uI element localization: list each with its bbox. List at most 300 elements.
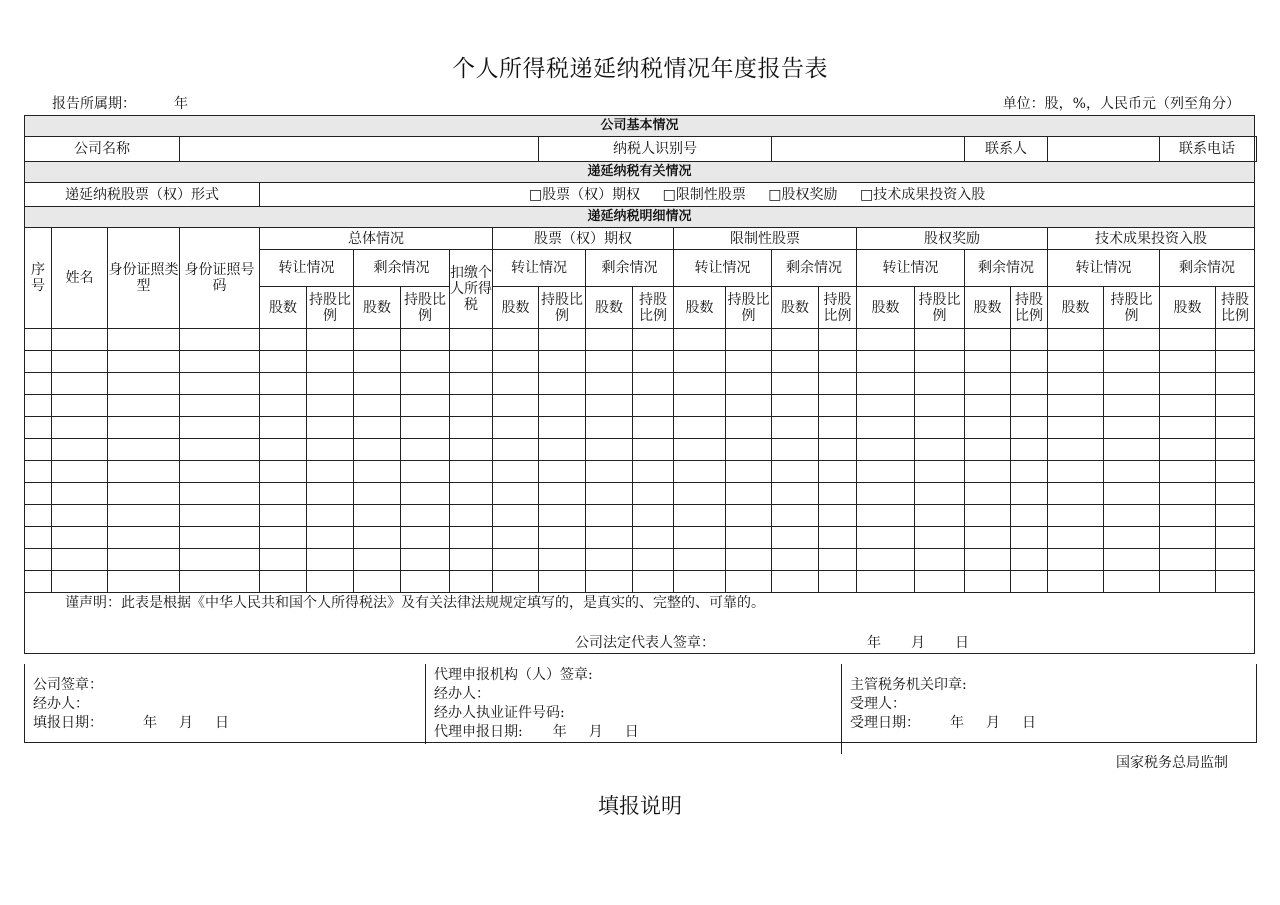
table-cell[interactable]	[819, 571, 857, 593]
table-cell[interactable]	[1216, 549, 1255, 571]
table-cell[interactable]	[1104, 549, 1160, 571]
table-cell[interactable]	[52, 483, 108, 505]
table-cell[interactable]	[1048, 549, 1104, 571]
table-cell[interactable]	[1011, 505, 1048, 527]
table-cell[interactable]	[307, 483, 354, 505]
table-cell[interactable]	[401, 483, 450, 505]
fill-date[interactable]	[33, 714, 229, 733]
table-cell[interactable]	[1048, 483, 1104, 505]
table-cell[interactable]	[965, 395, 1011, 417]
table-cell[interactable]	[586, 373, 633, 395]
table-cell[interactable]	[493, 483, 539, 505]
table-cell[interactable]	[450, 329, 493, 351]
legal-rep-sign[interactable]	[575, 635, 969, 651]
table-cell[interactable]	[586, 461, 633, 483]
table-cell[interactable]	[1216, 483, 1255, 505]
table-cell[interactable]	[1160, 395, 1216, 417]
table-cell[interactable]	[819, 505, 857, 527]
table-cell[interactable]	[307, 329, 354, 351]
table-cell[interactable]	[965, 329, 1011, 351]
table-cell[interactable]	[1160, 527, 1216, 549]
table-cell[interactable]	[354, 505, 401, 527]
table-cell[interactable]	[726, 373, 772, 395]
table-cell[interactable]	[674, 571, 726, 593]
table-cell[interactable]	[857, 505, 915, 527]
table-cell[interactable]	[674, 461, 726, 483]
table-cell[interactable]	[586, 505, 633, 527]
table-cell[interactable]	[633, 549, 674, 571]
table-cell[interactable]	[450, 527, 493, 549]
table-cell[interactable]	[1048, 527, 1104, 549]
table-cell[interactable]	[1011, 527, 1048, 549]
table-cell[interactable]	[180, 417, 260, 439]
table-cell[interactable]	[915, 549, 965, 571]
table-cell[interactable]	[633, 505, 674, 527]
table-cell[interactable]	[52, 439, 108, 461]
table-cell[interactable]	[52, 395, 108, 417]
table-cell[interactable]	[674, 351, 726, 373]
table-cell[interactable]	[401, 373, 450, 395]
table-cell[interactable]	[354, 373, 401, 395]
table-cell[interactable]	[25, 461, 52, 483]
table-cell[interactable]	[539, 351, 586, 373]
table-cell[interactable]	[52, 571, 108, 593]
table-cell[interactable]	[1104, 505, 1160, 527]
table-cell[interactable]	[108, 329, 180, 351]
table-cell[interactable]	[1216, 395, 1255, 417]
mode-option-options[interactable]: □股票（权）期权	[528, 186, 641, 203]
receiver-label[interactable]: 受理人：	[850, 696, 906, 712]
table-cell[interactable]	[25, 527, 52, 549]
table-cell[interactable]	[857, 483, 915, 505]
table-cell[interactable]	[1216, 351, 1255, 373]
company-seal-label[interactable]: 公司签章：	[33, 677, 103, 693]
table-cell[interactable]	[450, 439, 493, 461]
table-cell[interactable]	[401, 351, 450, 373]
table-cell[interactable]	[1216, 373, 1255, 395]
agency-date[interactable]	[434, 723, 849, 742]
table-cell[interactable]	[307, 439, 354, 461]
table-cell[interactable]	[25, 395, 52, 417]
table-cell[interactable]	[1011, 329, 1048, 351]
table-cell[interactable]	[586, 351, 633, 373]
table-cell[interactable]	[354, 439, 401, 461]
table-cell[interactable]	[1160, 571, 1216, 593]
table-cell[interactable]	[633, 527, 674, 549]
table-cell[interactable]	[539, 373, 586, 395]
table-cell[interactable]	[965, 549, 1011, 571]
table-cell[interactable]	[965, 439, 1011, 461]
table-cell[interactable]	[539, 439, 586, 461]
table-cell[interactable]	[586, 395, 633, 417]
table-cell[interactable]	[354, 483, 401, 505]
table-cell[interactable]	[401, 461, 450, 483]
table-cell[interactable]	[1160, 351, 1216, 373]
table-cell[interactable]	[819, 373, 857, 395]
table-cell[interactable]	[915, 351, 965, 373]
table-cell[interactable]	[1104, 439, 1160, 461]
table-cell[interactable]	[726, 549, 772, 571]
table-cell[interactable]	[180, 461, 260, 483]
table-cell[interactable]	[915, 417, 965, 439]
table-cell[interactable]	[108, 505, 180, 527]
table-cell[interactable]	[965, 417, 1011, 439]
agency-handler-label[interactable]: 经办人：	[434, 686, 490, 702]
table-cell[interactable]	[857, 571, 915, 593]
table-cell[interactable]	[586, 417, 633, 439]
table-cell[interactable]	[1011, 461, 1048, 483]
table-cell[interactable]	[260, 505, 307, 527]
table-cell[interactable]	[401, 549, 450, 571]
table-cell[interactable]	[539, 549, 586, 571]
table-cell[interactable]	[354, 395, 401, 417]
table-cell[interactable]	[1048, 461, 1104, 483]
table-cell[interactable]	[25, 417, 52, 439]
table-cell[interactable]	[965, 461, 1011, 483]
table-cell[interactable]	[1216, 505, 1255, 527]
table-cell[interactable]	[965, 351, 1011, 373]
company-handler-label[interactable]: 经办人：	[33, 696, 89, 712]
table-cell[interactable]	[25, 351, 52, 373]
mode-option-tech[interactable]: □技术成果投资入股	[859, 186, 986, 203]
table-cell[interactable]	[450, 505, 493, 527]
table-cell[interactable]	[674, 417, 726, 439]
table-cell[interactable]	[307, 461, 354, 483]
table-cell[interactable]	[108, 417, 180, 439]
table-cell[interactable]	[726, 483, 772, 505]
table-cell[interactable]	[633, 571, 674, 593]
table-cell[interactable]	[1011, 549, 1048, 571]
table-cell[interactable]	[1160, 505, 1216, 527]
table-cell[interactable]	[25, 329, 52, 351]
table-cell[interactable]	[25, 549, 52, 571]
table-cell[interactable]	[1216, 461, 1255, 483]
table-cell[interactable]	[260, 351, 307, 373]
table-cell[interactable]	[260, 549, 307, 571]
table-cell[interactable]	[965, 373, 1011, 395]
table-cell[interactable]	[108, 527, 180, 549]
table-cell[interactable]	[25, 571, 52, 593]
table-cell[interactable]	[915, 373, 965, 395]
table-cell[interactable]	[819, 439, 857, 461]
table-cell[interactable]	[493, 439, 539, 461]
table-cell[interactable]	[108, 395, 180, 417]
table-cell[interactable]	[1216, 571, 1255, 593]
table-cell[interactable]	[493, 527, 539, 549]
table-cell[interactable]	[108, 461, 180, 483]
table-cell[interactable]	[857, 417, 915, 439]
table-cell[interactable]	[1104, 351, 1160, 373]
contact-field[interactable]	[1048, 137, 1160, 162]
table-cell[interactable]	[52, 417, 108, 439]
table-cell[interactable]	[857, 351, 915, 373]
table-cell[interactable]	[965, 527, 1011, 549]
table-cell[interactable]	[1160, 461, 1216, 483]
table-cell[interactable]	[1160, 329, 1216, 351]
table-cell[interactable]	[915, 527, 965, 549]
table-cell[interactable]	[1216, 527, 1255, 549]
table-cell[interactable]	[354, 571, 401, 593]
table-cell[interactable]	[586, 439, 633, 461]
table-cell[interactable]	[493, 461, 539, 483]
table-cell[interactable]	[307, 395, 354, 417]
table-cell[interactable]	[25, 505, 52, 527]
table-cell[interactable]	[450, 549, 493, 571]
table-cell[interactable]	[772, 483, 819, 505]
table-cell[interactable]	[354, 549, 401, 571]
table-cell[interactable]	[586, 549, 633, 571]
mode-option-award[interactable]: □股权奖励	[768, 186, 838, 203]
table-cell[interactable]	[1048, 439, 1104, 461]
table-cell[interactable]	[674, 373, 726, 395]
table-cell[interactable]	[493, 329, 539, 351]
table-cell[interactable]	[307, 373, 354, 395]
table-cell[interactable]	[772, 417, 819, 439]
table-cell[interactable]	[401, 439, 450, 461]
table-cell[interactable]	[586, 571, 633, 593]
table-cell[interactable]	[52, 373, 108, 395]
table-cell[interactable]	[1104, 417, 1160, 439]
table-cell[interactable]	[915, 483, 965, 505]
table-cell[interactable]	[307, 571, 354, 593]
table-cell[interactable]	[52, 329, 108, 351]
table-cell[interactable]	[180, 351, 260, 373]
table-cell[interactable]	[915, 461, 965, 483]
table-cell[interactable]	[633, 329, 674, 351]
table-cell[interactable]	[1160, 549, 1216, 571]
table-cell[interactable]	[260, 329, 307, 351]
table-cell[interactable]	[1104, 329, 1160, 351]
table-cell[interactable]	[354, 417, 401, 439]
table-cell[interactable]	[857, 461, 915, 483]
table-cell[interactable]	[539, 483, 586, 505]
table-cell[interactable]	[180, 549, 260, 571]
table-cell[interactable]	[674, 329, 726, 351]
table-cell[interactable]	[260, 527, 307, 549]
table-cell[interactable]	[1104, 571, 1160, 593]
table-cell[interactable]	[450, 461, 493, 483]
table-cell[interactable]	[586, 329, 633, 351]
table-cell[interactable]	[674, 395, 726, 417]
table-cell[interactable]	[108, 571, 180, 593]
table-cell[interactable]	[260, 483, 307, 505]
table-cell[interactable]	[260, 461, 307, 483]
company-name-field[interactable]	[180, 137, 539, 162]
table-cell[interactable]	[539, 505, 586, 527]
table-cell[interactable]	[726, 395, 772, 417]
table-cell[interactable]	[52, 527, 108, 549]
table-cell[interactable]	[674, 549, 726, 571]
table-cell[interactable]	[493, 417, 539, 439]
table-cell[interactable]	[450, 417, 493, 439]
table-cell[interactable]	[354, 351, 401, 373]
table-cell[interactable]	[633, 483, 674, 505]
table-cell[interactable]	[674, 527, 726, 549]
table-cell[interactable]	[1104, 373, 1160, 395]
table-cell[interactable]	[772, 439, 819, 461]
table-cell[interactable]	[180, 329, 260, 351]
table-cell[interactable]	[1160, 483, 1216, 505]
table-cell[interactable]	[726, 417, 772, 439]
table-cell[interactable]	[1160, 417, 1216, 439]
table-cell[interactable]	[772, 549, 819, 571]
table-cell[interactable]	[260, 373, 307, 395]
table-cell[interactable]	[633, 439, 674, 461]
table-cell[interactable]	[401, 417, 450, 439]
table-cell[interactable]	[1104, 461, 1160, 483]
table-cell[interactable]	[354, 461, 401, 483]
table-cell[interactable]	[819, 549, 857, 571]
table-cell[interactable]	[260, 439, 307, 461]
table-cell[interactable]	[1048, 571, 1104, 593]
table-cell[interactable]	[633, 351, 674, 373]
table-cell[interactable]	[1048, 395, 1104, 417]
table-cell[interactable]	[772, 527, 819, 549]
table-cell[interactable]	[819, 483, 857, 505]
table-cell[interactable]	[819, 461, 857, 483]
table-cell[interactable]	[857, 527, 915, 549]
table-cell[interactable]	[965, 483, 1011, 505]
table-cell[interactable]	[307, 417, 354, 439]
table-cell[interactable]	[772, 395, 819, 417]
table-cell[interactable]	[674, 439, 726, 461]
taxpayer-id-field[interactable]	[772, 137, 965, 162]
table-cell[interactable]	[1011, 351, 1048, 373]
table-cell[interactable]	[401, 527, 450, 549]
table-cell[interactable]	[1048, 505, 1104, 527]
table-cell[interactable]	[819, 527, 857, 549]
table-cell[interactable]	[539, 417, 586, 439]
table-cell[interactable]	[493, 549, 539, 571]
table-cell[interactable]	[726, 527, 772, 549]
table-cell[interactable]	[633, 461, 674, 483]
table-cell[interactable]	[307, 527, 354, 549]
table-cell[interactable]	[915, 439, 965, 461]
table-cell[interactable]	[25, 373, 52, 395]
table-cell[interactable]	[450, 571, 493, 593]
table-cell[interactable]	[307, 351, 354, 373]
table-cell[interactable]	[1011, 395, 1048, 417]
table-cell[interactable]	[915, 571, 965, 593]
table-cell[interactable]	[539, 395, 586, 417]
table-cell[interactable]	[450, 373, 493, 395]
table-cell[interactable]	[1011, 483, 1048, 505]
table-cell[interactable]	[493, 395, 539, 417]
table-cell[interactable]	[726, 461, 772, 483]
table-cell[interactable]	[493, 505, 539, 527]
table-cell[interactable]	[401, 329, 450, 351]
table-cell[interactable]	[354, 329, 401, 351]
table-cell[interactable]	[180, 527, 260, 549]
table-cell[interactable]	[1011, 417, 1048, 439]
table-cell[interactable]	[260, 571, 307, 593]
mode-option-restricted[interactable]: □限制性股票	[662, 186, 746, 203]
table-cell[interactable]	[539, 571, 586, 593]
table-cell[interactable]	[726, 439, 772, 461]
table-cell[interactable]	[260, 417, 307, 439]
table-cell[interactable]	[1011, 571, 1048, 593]
table-cell[interactable]	[965, 571, 1011, 593]
table-cell[interactable]	[539, 527, 586, 549]
table-cell[interactable]	[819, 351, 857, 373]
table-cell[interactable]	[52, 505, 108, 527]
phone-field[interactable]	[1255, 137, 1257, 162]
table-cell[interactable]	[108, 373, 180, 395]
table-cell[interactable]	[915, 329, 965, 351]
table-cell[interactable]	[180, 439, 260, 461]
table-cell[interactable]	[180, 571, 260, 593]
table-cell[interactable]	[493, 373, 539, 395]
table-cell[interactable]	[108, 549, 180, 571]
table-cell[interactable]	[726, 505, 772, 527]
table-cell[interactable]	[1104, 483, 1160, 505]
table-cell[interactable]	[1160, 373, 1216, 395]
table-cell[interactable]	[1048, 417, 1104, 439]
table-cell[interactable]	[1216, 417, 1255, 439]
table-cell[interactable]	[1216, 439, 1255, 461]
table-cell[interactable]	[539, 329, 586, 351]
table-cell[interactable]	[857, 395, 915, 417]
table-cell[interactable]	[1160, 439, 1216, 461]
receive-date[interactable]	[850, 714, 1256, 733]
table-cell[interactable]	[1216, 329, 1255, 351]
table-cell[interactable]	[857, 329, 915, 351]
table-cell[interactable]	[857, 373, 915, 395]
table-cell[interactable]	[354, 527, 401, 549]
table-cell[interactable]	[819, 417, 857, 439]
table-cell[interactable]	[401, 505, 450, 527]
table-cell[interactable]	[108, 483, 180, 505]
table-cell[interactable]	[450, 483, 493, 505]
table-cell[interactable]	[180, 483, 260, 505]
table-cell[interactable]	[401, 571, 450, 593]
table-cell[interactable]	[450, 351, 493, 373]
table-cell[interactable]	[52, 351, 108, 373]
table-cell[interactable]	[674, 505, 726, 527]
agency-seal-label[interactable]: 代理申报机构（人）签章:	[434, 667, 593, 683]
table-cell[interactable]	[633, 395, 674, 417]
table-cell[interactable]	[726, 329, 772, 351]
table-cell[interactable]	[1011, 439, 1048, 461]
table-cell[interactable]	[1104, 527, 1160, 549]
table-cell[interactable]	[493, 571, 539, 593]
table-cell[interactable]	[307, 505, 354, 527]
table-cell[interactable]	[25, 483, 52, 505]
table-cell[interactable]	[493, 351, 539, 373]
table-cell[interactable]	[633, 373, 674, 395]
table-cell[interactable]	[180, 373, 260, 395]
table-cell[interactable]	[674, 483, 726, 505]
table-cell[interactable]	[819, 329, 857, 351]
table-cell[interactable]	[726, 571, 772, 593]
table-cell[interactable]	[25, 439, 52, 461]
table-cell[interactable]	[915, 395, 965, 417]
table-cell[interactable]	[401, 395, 450, 417]
table-cell[interactable]	[307, 549, 354, 571]
table-cell[interactable]	[108, 439, 180, 461]
table-cell[interactable]	[108, 351, 180, 373]
table-cell[interactable]	[52, 461, 108, 483]
table-cell[interactable]	[915, 505, 965, 527]
table-cell[interactable]	[450, 395, 493, 417]
table-cell[interactable]	[1048, 329, 1104, 351]
table-cell[interactable]	[180, 395, 260, 417]
table-cell[interactable]	[819, 395, 857, 417]
table-cell[interactable]	[726, 351, 772, 373]
table-cell[interactable]	[260, 395, 307, 417]
table-cell[interactable]	[539, 461, 586, 483]
table-cell[interactable]	[772, 461, 819, 483]
